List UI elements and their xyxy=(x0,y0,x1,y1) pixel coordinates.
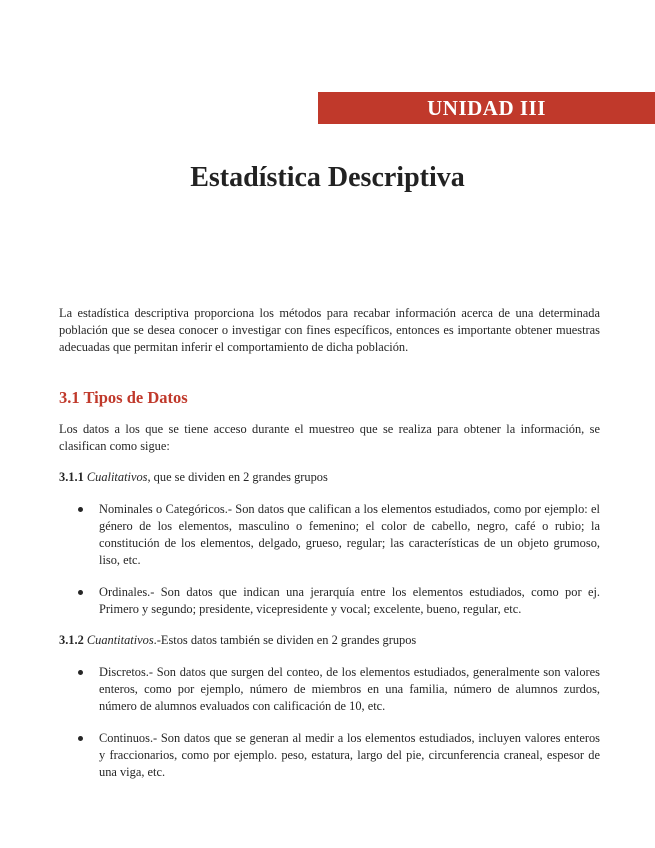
bullet-icon xyxy=(78,736,83,741)
chapter-title: Estadística Descriptiva xyxy=(190,162,465,193)
list-item-text: Ordinales.- Son datos que indican una jerarquía entre los elementos estudiados, como por ej. Primero y segundo; presidente, vicepresidente y vocal; excelente, bueno, regular, etc. xyxy=(99,585,600,616)
unit-banner xyxy=(318,92,655,124)
section-paragraph: Los datos a los que se tiene acceso durante el muestreo que se realiza para obtener la información, se clasifican como sigue: xyxy=(59,422,600,453)
intro-paragraph: La estadística descriptiva proporciona los métodos para recabar información acerca de una determinada población que se desea conocer o investigar con fines específicos, entonces es importante obtener muestras adecuadas que permitan inferir el comportamiento de dicha población. xyxy=(59,306,600,354)
quantitative-list xyxy=(59,664,600,781)
subsection-heading-qualitative xyxy=(59,469,600,486)
subsection-number: 3.1.1 xyxy=(59,470,84,484)
list-item-text: Discretos.- Son datos que surgen del conteo, de los elementos estudiados, generalmente son valores enteros, como por ejemplo, número de miembros en una familia, número de alumnos zurdos, número de alumnos evaluados con calificación de 10, etc. xyxy=(99,665,600,713)
list-item xyxy=(59,584,600,618)
bullet-icon xyxy=(78,670,83,675)
subsection-heading-quantitative xyxy=(59,632,600,649)
list-item xyxy=(59,664,600,715)
bullet-icon xyxy=(78,507,83,512)
unit-label: UNIDAD III xyxy=(427,95,546,120)
list-item-text: Continuos.- Son datos que se generan al medir a los elementos estudiados, incluyen valores enteros y fraccionarios, como por ejemplo. peso, estatura, largo del pie, circunferencia craneal, espesor de una viga, etc. xyxy=(99,731,600,779)
subsection-term: Cualitativos xyxy=(86,470,148,484)
subsection-term: Cuantitativos xyxy=(86,633,154,647)
subsection-rest: , que se dividen en 2 grandes grupos xyxy=(147,470,328,484)
subsection-number: 3.1.2 xyxy=(59,633,84,647)
qualitative-list xyxy=(59,501,600,618)
list-item xyxy=(59,501,600,569)
list-item xyxy=(59,730,600,781)
list-item-text: Nominales o Categóricos.- Son datos que califican a los elementos estudiados, como por ejemplo: el género de los elementos, masculino o femenino; el color de cabello, negro, café o rubio; la constitución de los elementos, delgado, grueso, regular; las características de un objeto grumoso, liso, etc. xyxy=(99,502,600,567)
subsection-rest: .-Estos datos también se dividen en 2 grandes grupos xyxy=(153,633,417,647)
bullet-icon xyxy=(78,590,83,595)
section-heading: 3.1 Tipos de Datos xyxy=(59,388,188,407)
main-content xyxy=(59,305,600,781)
